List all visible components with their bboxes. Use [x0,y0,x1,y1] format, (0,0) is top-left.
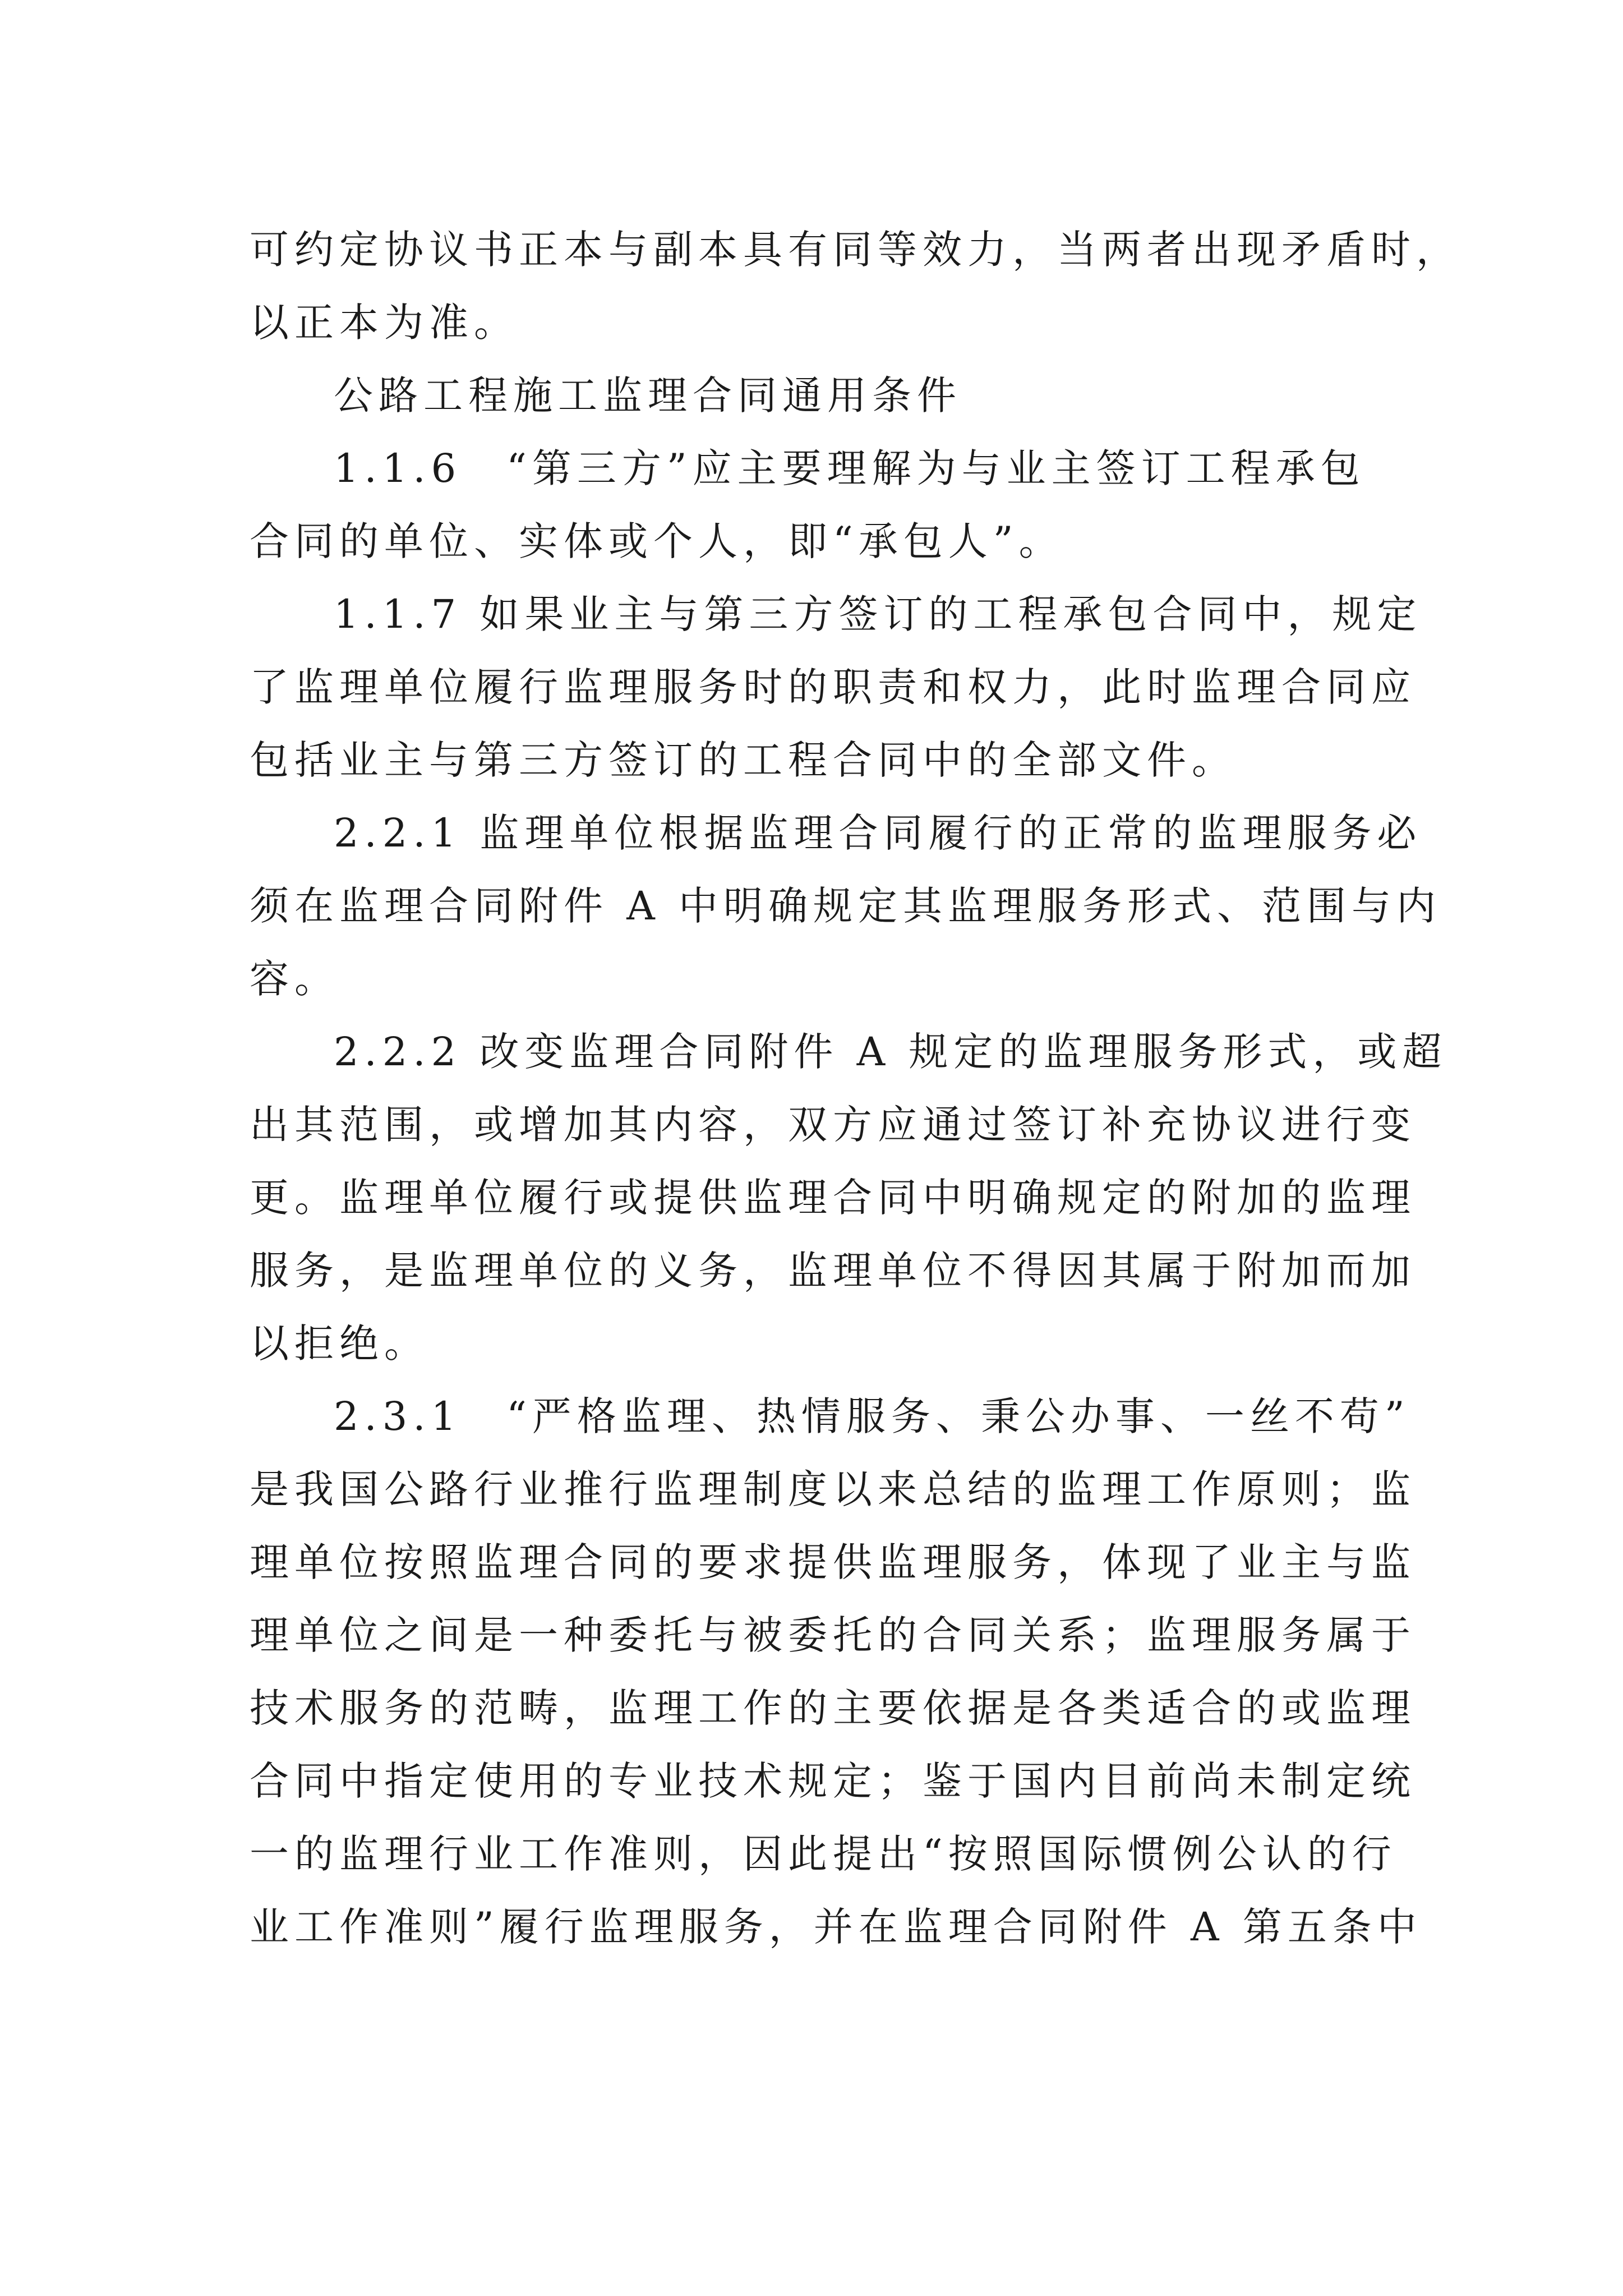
section-heading: 公路工程施工监理合同通用条件 [334,372,962,418]
clause-2-2-1: 2.2.1 监理单位根据监理合同履行的正常的监理服务必 [334,810,1422,856]
text-line: 服务，是监理单位的义务，监理单位不得因其属于附加而加 [250,1248,1416,1294]
text-line: 了监理单位履行监理服务时的职责和权力，此时监理合同应 [250,664,1416,710]
text-line: 更。监理单位履行或提供监理合同中明确规定的附加的监理 [250,1175,1416,1221]
text-line: 须在监理合同附件 A 中明确规定其监理服务形式、范围与内 [250,883,1442,929]
text-line: 理单位之间是一种委托与被委托的合同关系；监理服务属于 [250,1612,1416,1658]
text-line: 出其范围，或增加其内容，双方应通过签订补充协议进行变 [250,1102,1416,1148]
clause-2-3-1: 2.3.1 “严格监理、热情服务、秉公办事、一丝不苟” [334,1393,1410,1439]
text-line: 以正本为准。 [250,300,519,346]
text-line: 一的监理行业工作准则，因此提出“按照国际惯例公认的行 [250,1831,1397,1877]
text-line: 合同的单位、实体或个人，即“承包人”。 [250,518,1064,564]
text-line: 包括业主与第三方签订的工程合同中的全部文件。 [250,737,1237,783]
clause-1-1-6: 1.1.6 “第三方”应主要理解为与业主签订工程承包 [334,445,1366,491]
text-line: 可约定协议书正本与副本具有同等效力，当两者出现矛盾时， [250,227,1461,273]
text-line: 理单位按照监理合同的要求提供监理服务，体现了业主与监 [250,1539,1416,1585]
text-line: 业工作准则”履行监理服务，并在监理合同附件 A 第五条中 [250,1904,1422,1950]
clause-1-1-7: 1.1.7 如果业主与第三方签订的工程承包合同中，规定 [334,591,1422,637]
text-line: 技术服务的范畴，监理工作的主要依据是各类适合的或监理 [250,1685,1416,1731]
text-line: 合同中指定使用的专业技术规定；鉴于国内目前尚未制定统 [250,1758,1416,1804]
text-line: 以拒绝。 [250,1320,429,1366]
text-line: 是我国公路行业推行监理制度以来总结的监理工作原则；监 [250,1466,1416,1512]
text-line: 容。 [250,956,339,1002]
clause-2-2-2: 2.2.2 改变监理合同附件 A 规定的监理服务形式，或超 [334,1029,1447,1075]
